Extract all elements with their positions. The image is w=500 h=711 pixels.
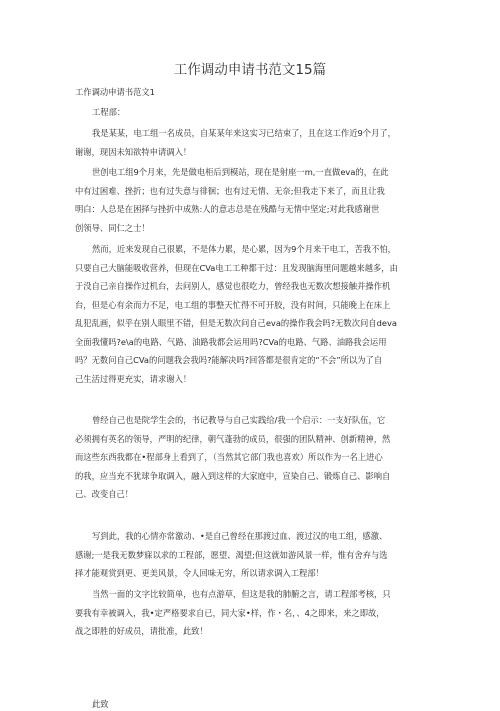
- paragraph-line: 明白：人总是在困择与挫折中成熟:人的意志总是在残酷与无情中坚定;对此我感谢世: [75, 204, 380, 214]
- paragraph-line: 曾经自己也是院学生会的，书记教导与自己实践给/我一个启示：一支好队伍，它: [92, 415, 386, 425]
- document-subtitle: 工作调动申请书范文1: [75, 87, 155, 97]
- paragraph-line: 而这些东西我都在•程部身上看到了，（当然其它部门我也喜欢）所以作为一名上进心: [75, 452, 383, 462]
- paragraph-line: 于没自己亲自操作过机台，去问别人，感觉也很吃力，曾经我也无数次想接触并操作机: [75, 281, 391, 291]
- document-title: 工作调动申请书范文15篇: [173, 62, 327, 78]
- paragraph-line: 然而，近来发现自己很累，不是体力累，是心累，因为9个月来干电工，苦我不怕，: [92, 244, 396, 254]
- paragraph-line: 台，但是心有余而力不足，电工组的事整天忙得不可开胶，没有时间，只能晚上在床上: [75, 299, 391, 310]
- paragraph: [75, 527, 388, 583]
- paragraph-line: 要我有幸被调入，我•定严格要求自已，同大家•样，作・名，、4之即来，来之即故，: [75, 607, 385, 618]
- paragraph-line: 己生活过得更充实，请求谢入！: [75, 373, 192, 384]
- greeting: 工程部：: [92, 107, 126, 117]
- paragraph-line: 战之即胜的好成员，请批准，此致！: [75, 626, 208, 636]
- paragraph-line: 写到此，我的心情亦常激动、•是自己曾经在那渡过血、渡过汉的电工组，感激、: [92, 531, 388, 541]
- paragraph: [75, 163, 389, 237]
- paragraph-line: 谢谢，现因未知欲特申请调入！: [75, 146, 192, 157]
- paragraph-line: 必须拥有英名的领导，严明的纪律，朝气蓬勃的成员，很强的团队精神、创新精神，然: [75, 433, 391, 444]
- paragraph-line: 吗？无数问自己CVa的问题我会我吗?能解决吗?回答都是很肯定的“不会”所以为了自: [75, 355, 383, 365]
- paragraph-line: 中有过困难、挫折；也有过失意与徘徊；也有过无情、无奈;但我走下来了，而且让我: [75, 185, 385, 196]
- paragraph-line: 全面我懂吗?e\a的电路、气路、油路我都会运用吗?CVa的电路、气路、油路我会运用: [75, 336, 387, 347]
- closing-salutation: 此致: [92, 699, 109, 709]
- paragraph-line: 的我，应当充不犹球争取调入，融入到这样的大家庭中，宣染自己、锻炼自己、影响自: [75, 470, 391, 481]
- paragraph-line: 择才能观赏到更、更美风景，令人回味无穷，所以请求调入工程部！: [75, 568, 324, 578]
- paragraph-line: 己、改变自己！: [75, 489, 134, 499]
- paragraph: [75, 240, 398, 388]
- paragraph: [75, 411, 390, 504]
- paragraph-line: 创领导、同仁之士！: [75, 222, 150, 233]
- paragraph: [75, 124, 396, 161]
- paragraph-line: 世创电工组9个月来，先是做电柜后到模站，现在是射座一m,一直做eva的，在此: [92, 167, 389, 177]
- paragraph-line: 当然一面的文字比较简单，也有点游草，但这是我的肺腑之言，请工程部考核，只: [92, 589, 391, 599]
- paragraph-line: 乱犯乱画，似乎在别人眼里不错，但是无数次问自己eva的操作我会吗?无数次问自deva: [75, 318, 397, 328]
- paragraph-line: 只要自己大脑能吸收营养，但现在CVa电工工种都干过：且发现脑海里问题越来越多，由: [75, 262, 398, 273]
- paragraph-line: 感谢;一是我无数梦寐以求的工程部，愿望、渴望;但这就如游风景一样，惟有舍弃与选: [75, 549, 388, 560]
- paragraph-line: 我是某某，电工组一名成员，自某某年来这实习已结束了，且在这工作近9个月了，: [92, 128, 396, 138]
- paragraph: [75, 585, 391, 641]
